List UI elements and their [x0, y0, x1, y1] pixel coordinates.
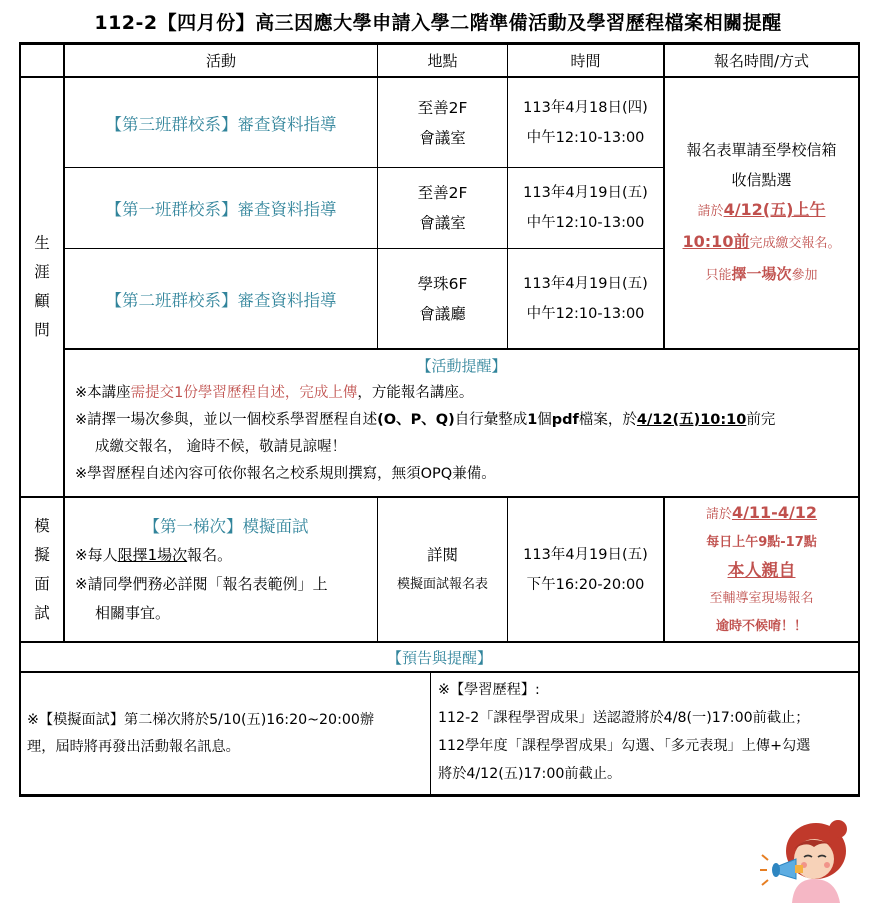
note-emphasis: 1 [527, 412, 538, 428]
signup-date: 4/12(五)上午 [723, 200, 826, 219]
signup-deadline [698, 195, 826, 227]
activity-cell: 【第三班群校系】審查資料指導 [105, 114, 337, 134]
location-line: 學珠6F [417, 274, 468, 293]
note-emphasis: 限擇1場次 [117, 546, 188, 564]
signup-line: 收信點選 [731, 171, 792, 189]
section-label-char: 模 [34, 516, 50, 535]
reminder-note: ※學習歷程自述內容可依你報名之校系規則撰寫，無須OPQ兼備。 [75, 466, 496, 482]
section-label-char: 顧 [34, 292, 50, 310]
mock-interview-note: ※請同學們務必詳閱「報名表範例」上 [75, 575, 328, 593]
note-emphasis: pdf [551, 412, 579, 428]
note-text: ※本講座 [75, 385, 131, 401]
signup-limit [705, 259, 817, 291]
location-line: 會議室 [419, 214, 466, 232]
signup-text: 請於 [705, 506, 732, 522]
time-cell [508, 498, 663, 641]
signup-text: 請於 [697, 204, 724, 219]
signup-text: 完成繳交報名。 [749, 236, 841, 251]
reminder-heading: 【活動提醒】 [416, 357, 507, 375]
header-location: 地點 [427, 52, 458, 70]
announcement-line: 112學年度「課程學習成果」勾選、「多元表現」上傳+勾選 [438, 738, 811, 754]
signup-cell [665, 498, 858, 641]
section-label-char: 面 [34, 574, 50, 593]
note-text: 自行彙整成 [454, 412, 528, 428]
location-line: 模擬面試報名表 [396, 576, 488, 592]
note-text: ※請擇一場次參與，並以一個校系學習歷程自述 [75, 412, 378, 428]
signup-line: 報名表單請至學校信箱 [686, 141, 837, 159]
signup-late-warning: 逾時不候唷！！ [715, 618, 807, 634]
signup-in-person: 本人親自 [727, 560, 796, 581]
mock-interview-note: 相關事宜。 [95, 604, 171, 622]
announcement-line: ※【模擬面試】第二梯次將於5/10(五)16:20~20:00辦 [27, 711, 375, 728]
section-label-char: 涯 [34, 263, 50, 281]
announcement-line: ※【學習歷程】: [438, 682, 540, 698]
signup-location: 至輔導室現場報名 [709, 590, 814, 606]
note-emphasis: 需提交1份學習歷程自述，完成上傳 [130, 385, 358, 401]
note-text: ，方能報名講座。 [357, 385, 474, 401]
reminder-note [75, 407, 848, 434]
time-cell [508, 78, 663, 167]
announcement-heading: 【預告與提醒】 [386, 648, 492, 667]
header-signup: 報名時間/方式 [713, 52, 810, 70]
signup-deadline [706, 499, 817, 529]
location-line: 至善2F [417, 184, 468, 202]
note-text: 報名。 [187, 546, 233, 564]
mock-interview-note [75, 541, 377, 570]
time-cell [508, 249, 663, 348]
location-cell [378, 168, 507, 248]
activity-cell: 【第二班群校系】審查資料指導 [105, 290, 337, 310]
signup-text: 參加 [791, 268, 818, 283]
megaphone-girl-icon [758, 815, 858, 909]
location-line: 至善2F [417, 98, 468, 117]
section-label-career-advisor [21, 78, 63, 496]
note-deadline: 4/12(五)10:10 [636, 412, 747, 428]
section-label-char: 生 [34, 234, 50, 252]
signup-time: 10:10前 [682, 232, 750, 251]
location-cell [378, 78, 507, 167]
signup-text: 只能 [705, 268, 732, 283]
time-line: 中午12:10-13:00 [526, 305, 645, 322]
signup-cell [665, 78, 858, 348]
signup-deadline [683, 227, 841, 259]
announcement-line: 理，屆時將再發出活動報名訊息。 [27, 738, 240, 755]
location-cell [378, 249, 507, 348]
note-text: 前完 [746, 412, 776, 428]
announcement-left [27, 673, 427, 794]
time-cell [508, 168, 663, 248]
signup-emphasis: 擇一場次 [731, 265, 792, 283]
header-time: 時間 [570, 52, 601, 70]
note-text: ※每人 [75, 546, 118, 564]
mock-interview-heading: 【第一梯次】模擬面試 [143, 517, 309, 536]
announcement-line: 將於4/12(五)17:00前截止。 [438, 766, 622, 782]
activity-reminder [65, 350, 858, 496]
section-label-char: 問 [34, 321, 50, 339]
signup-hours: 每日上午9點-17點 [706, 534, 817, 550]
date-line: 113年4月19日(五) [523, 546, 648, 563]
reminder-note: 成繳交報名， 逾時不候，敬請見諒喔！ [95, 439, 347, 455]
page-title: 112-2【四月份】高三因應大學申請入學二階準備活動及學習歷程檔案相關提醒 [94, 12, 782, 34]
location-line: 會議廳 [419, 304, 466, 323]
location-line: 詳閱 [426, 545, 458, 564]
location-cell [378, 498, 507, 641]
date-line: 113年4月19日(五) [523, 185, 648, 201]
section-label-mock-interview [21, 498, 63, 641]
reminder-note [75, 380, 848, 407]
note-text: 個 [537, 412, 552, 428]
time-line: 下午16:20-20:00 [526, 576, 645, 593]
announcement-right [438, 676, 856, 794]
date-line: 113年4月19日(五) [523, 275, 648, 292]
note-emphasis: (O、P、Q) [377, 412, 455, 428]
announcement-line: 112-2「課程學習成果」送認證將於4/8(一)17:00前截止； [438, 710, 810, 726]
note-text: 檔案，於 [578, 412, 637, 428]
mock-interview-activity [65, 512, 377, 640]
activity-cell: 【第一班群校系】審查資料指導 [105, 200, 337, 219]
time-line: 中午12:10-13:00 [526, 129, 645, 146]
section-label-char: 試 [34, 603, 50, 622]
date-line: 113年4月18日(四) [523, 99, 648, 116]
header-activity: 活動 [205, 52, 236, 70]
signup-date: 4/11-4/12 [731, 502, 818, 522]
section-label-char: 擬 [34, 545, 50, 564]
location-line: 會議室 [419, 128, 466, 147]
time-line: 中午12:10-13:00 [526, 215, 645, 231]
